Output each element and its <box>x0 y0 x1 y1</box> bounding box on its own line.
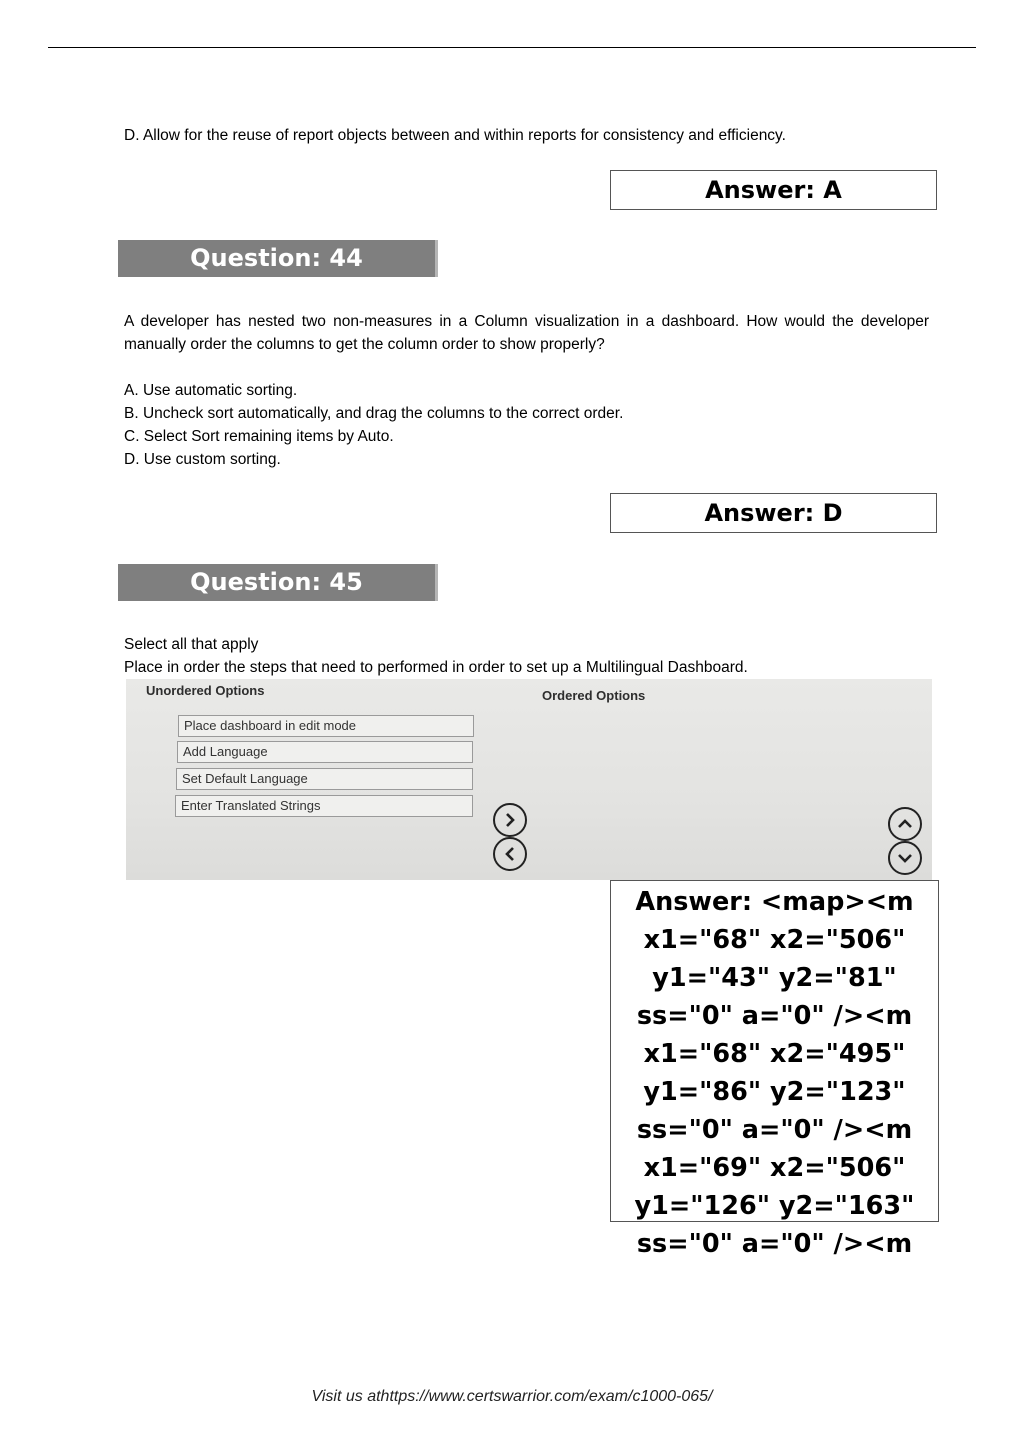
chevron-up-icon <box>896 815 914 833</box>
move-right-button[interactable] <box>493 803 527 837</box>
move-left-button[interactable] <box>493 837 527 871</box>
drag-drop-screenshot <box>126 679 932 880</box>
header-rule <box>48 47 976 48</box>
move-down-button[interactable] <box>888 841 922 875</box>
option-b: B. Uncheck sort automatically, and drag the columns to the correct order. <box>124 405 624 422</box>
answer-box-43: Answer: A <box>610 170 937 210</box>
unordered-option[interactable]: Enter Translated Strings <box>175 795 473 817</box>
option-a: A. Use automatic sorting. <box>124 382 298 399</box>
ordered-options-heading: Ordered Options <box>542 688 646 703</box>
select-all-line: Select all that apply <box>124 636 259 653</box>
chevron-left-icon <box>501 845 519 863</box>
prev-option-d: D. Allow for the reuse of report objects between and within reports for consistency and efficiency. <box>124 127 786 144</box>
unordered-option[interactable]: Set Default Language <box>176 768 473 790</box>
option-c: C. Select Sort remaining items by Auto. <box>124 428 394 445</box>
answer-box-45: Answer: <map><m x1="68" x2="506" y1="43" y2="81" ss="0" a="0" /><m x1="68" x2="495" y1="86" y2="123" ss="0" a="0" /><m x1="69" x2="506" y1="126" y2="163" ss="0" a="0" /><m <box>610 880 939 1222</box>
unordered-option[interactable]: Place dashboard in edit mode <box>178 715 474 737</box>
chevron-right-icon <box>501 811 519 829</box>
unordered-option[interactable]: Add Language <box>177 741 473 763</box>
chevron-down-icon <box>896 849 914 867</box>
order-steps-line: Place in order the steps that need to performed in order to set up a Multilingual Dashboard. <box>124 659 748 676</box>
question-45-banner: Question: 45 <box>118 564 438 601</box>
question-44-options <box>124 379 929 471</box>
question-44-banner: Question: 44 <box>118 240 438 277</box>
question-45-instructions <box>124 633 929 679</box>
footer-link[interactable]: Visit us athttps://www.certswarrior.com/exam/c1000-065/ <box>311 1388 713 1405</box>
unordered-options-heading: Unordered Options <box>146 683 265 698</box>
option-d: D. Use custom sorting. <box>124 451 281 468</box>
question-44-text: A developer has nested two non-measures in a Column visualization in a dashboard. How would the developer manually order the columns to get the column order to show properly? <box>124 313 929 353</box>
move-up-button[interactable] <box>888 807 922 841</box>
answer-box-44: Answer: D <box>610 493 937 533</box>
